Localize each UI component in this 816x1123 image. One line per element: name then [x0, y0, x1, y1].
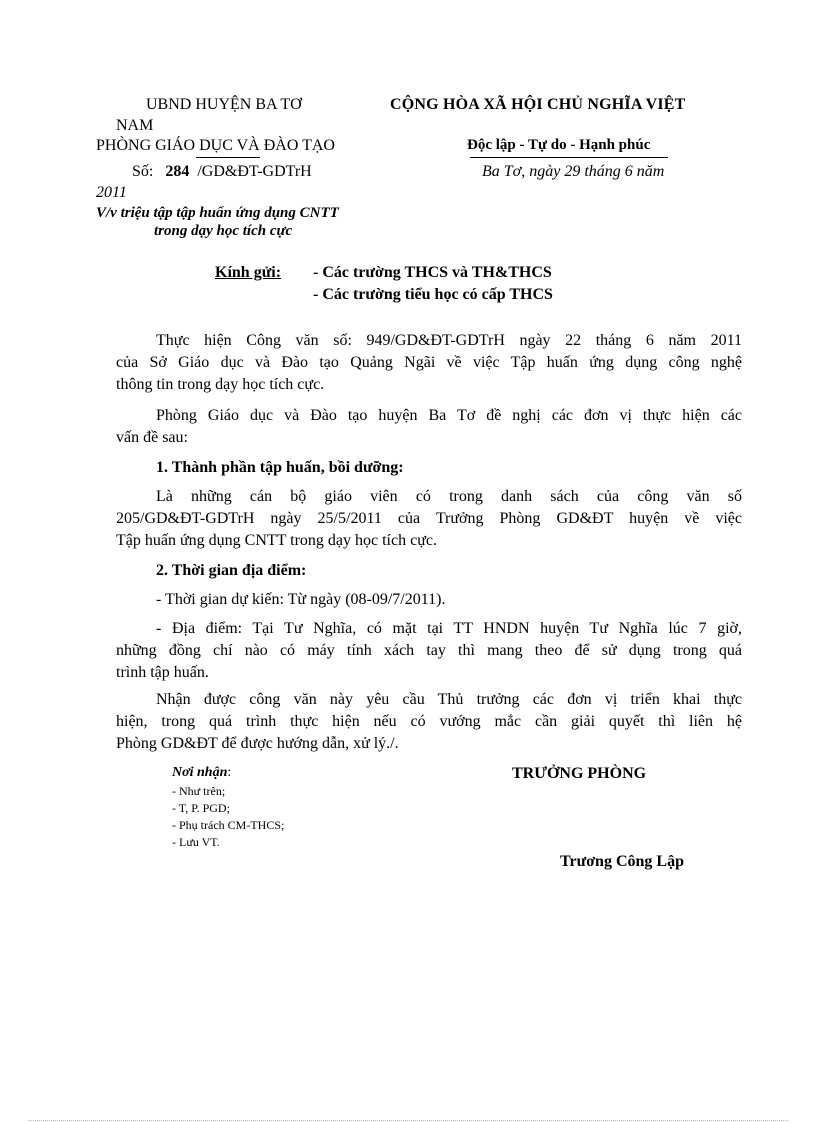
signature-title: TRƯỞNG PHÒNG — [512, 765, 647, 782]
text-line: Thực hiện Công văn số: 949/GD&ĐT-GDTrH ngày 22 tháng 6 năm 2011 — [156, 332, 742, 349]
paragraph-intro — [116, 330, 742, 396]
text-line: Là những cán bộ giáo viên có trong danh sách của công văn số — [156, 488, 742, 505]
text-line: trình tập huấn. — [116, 664, 209, 681]
text-line: 205/GD&ĐT-GDTrH ngày 25/5/2011 của Trưởng Phòng GD&ĐT huyện về việc — [116, 510, 742, 527]
recipients-list-label: Nơi nhận — [172, 765, 228, 780]
text-line: Phòng Giáo dục và Đào tạo huyện Ba Tơ đề nghị các đơn vị thực hiện các — [156, 407, 742, 424]
paragraph-closing — [116, 689, 742, 755]
recipients-list-colon: : — [227, 765, 232, 780]
text-line: Nhận được công văn này yêu cầu Thủ trưởng các đơn vị triển khai thực — [156, 691, 742, 708]
document-number-suffix: /GD&ĐT-GDTrH — [197, 163, 312, 180]
national-motto: Độc lập - Tự do - Hạnh phúc — [467, 137, 651, 153]
text-line: Phòng GD&ĐT để được hướng dẫn, xử lý./. — [116, 735, 399, 752]
place-date: Ba Tơ, ngày 29 tháng 6 năm — [482, 163, 665, 180]
text-line: Tập huấn ứng dụng CNTT trong dạy học tích cực. — [116, 532, 437, 549]
paragraph-time: - Thời gian dự kiến: Từ ngày (08-09/7/2011). — [156, 591, 446, 608]
document-number-label: Số: — [132, 163, 154, 180]
text-line: - Địa điểm: Tại Tư Nghĩa, có mặt tại TT HNDN huyện Tư Nghĩa lúc 7 giờ, — [156, 620, 742, 637]
country-title: CỘNG HÒA XÃ HỘI CHỦ NGHĨA VIỆT — [390, 96, 686, 113]
document-number-value: 284 — [165, 163, 190, 180]
text-line: vấn đề sau: — [116, 429, 188, 446]
recipients-list-title — [172, 764, 231, 782]
page-bottom-divider — [28, 1120, 788, 1121]
recipients-list-item: - Như trên; — [172, 784, 226, 798]
paragraph-request — [116, 405, 742, 449]
recipients-list-item: - Lưu VT. — [172, 835, 220, 849]
issuing-authority: UBND HUYỆN BA TƠ — [146, 96, 302, 113]
department-underline — [196, 157, 260, 158]
recipients-list-item: - Phụ trách CM-THCS; — [172, 818, 285, 832]
subject-line-1: V/v triệu tập tập huấn ứng dụng CNTT — [96, 205, 339, 221]
recipient-item: - Các trường THCS và TH&THCS — [313, 264, 552, 281]
text-line: thông tin trong dạy học tích cực. — [116, 376, 325, 393]
section-heading-1: 1. Thành phần tập huấn, bồi dưỡng: — [156, 459, 404, 476]
section-heading-2: 2. Thời gian địa điểm: — [156, 562, 307, 579]
subject-line-2: trong dạy học tích cực — [154, 223, 293, 239]
document-year: 2011 — [96, 184, 127, 201]
recipients-label: Kính gửi: — [215, 264, 282, 281]
issuing-department: PHÒNG GIÁO DỤC VÀ ĐÀO TẠO — [96, 137, 335, 154]
paragraph-participants — [116, 486, 742, 552]
text-line: hiện, trong quá trình thực hiện nếu có vướng mắc cần giải quyết thì liên hệ — [116, 713, 742, 730]
motto-underline — [470, 157, 668, 158]
issuing-authority-wrap: NAM — [116, 117, 154, 134]
text-line: những đồng chí nào có máy tính xách tay thì mang theo để sử dụng trong quá — [116, 642, 742, 659]
signer-name: Trương Công Lập — [560, 853, 684, 870]
recipient-item: - Các trường tiểu học có cấp THCS — [313, 286, 553, 303]
recipients-list-item: - T, P. PGD; — [172, 801, 230, 815]
paragraph-location — [116, 618, 742, 684]
document-number — [132, 162, 312, 182]
text-line: của Sở Giáo dục và Đào tạo Quảng Ngãi về việc Tập huấn ứng dụng công nghệ — [116, 354, 742, 371]
